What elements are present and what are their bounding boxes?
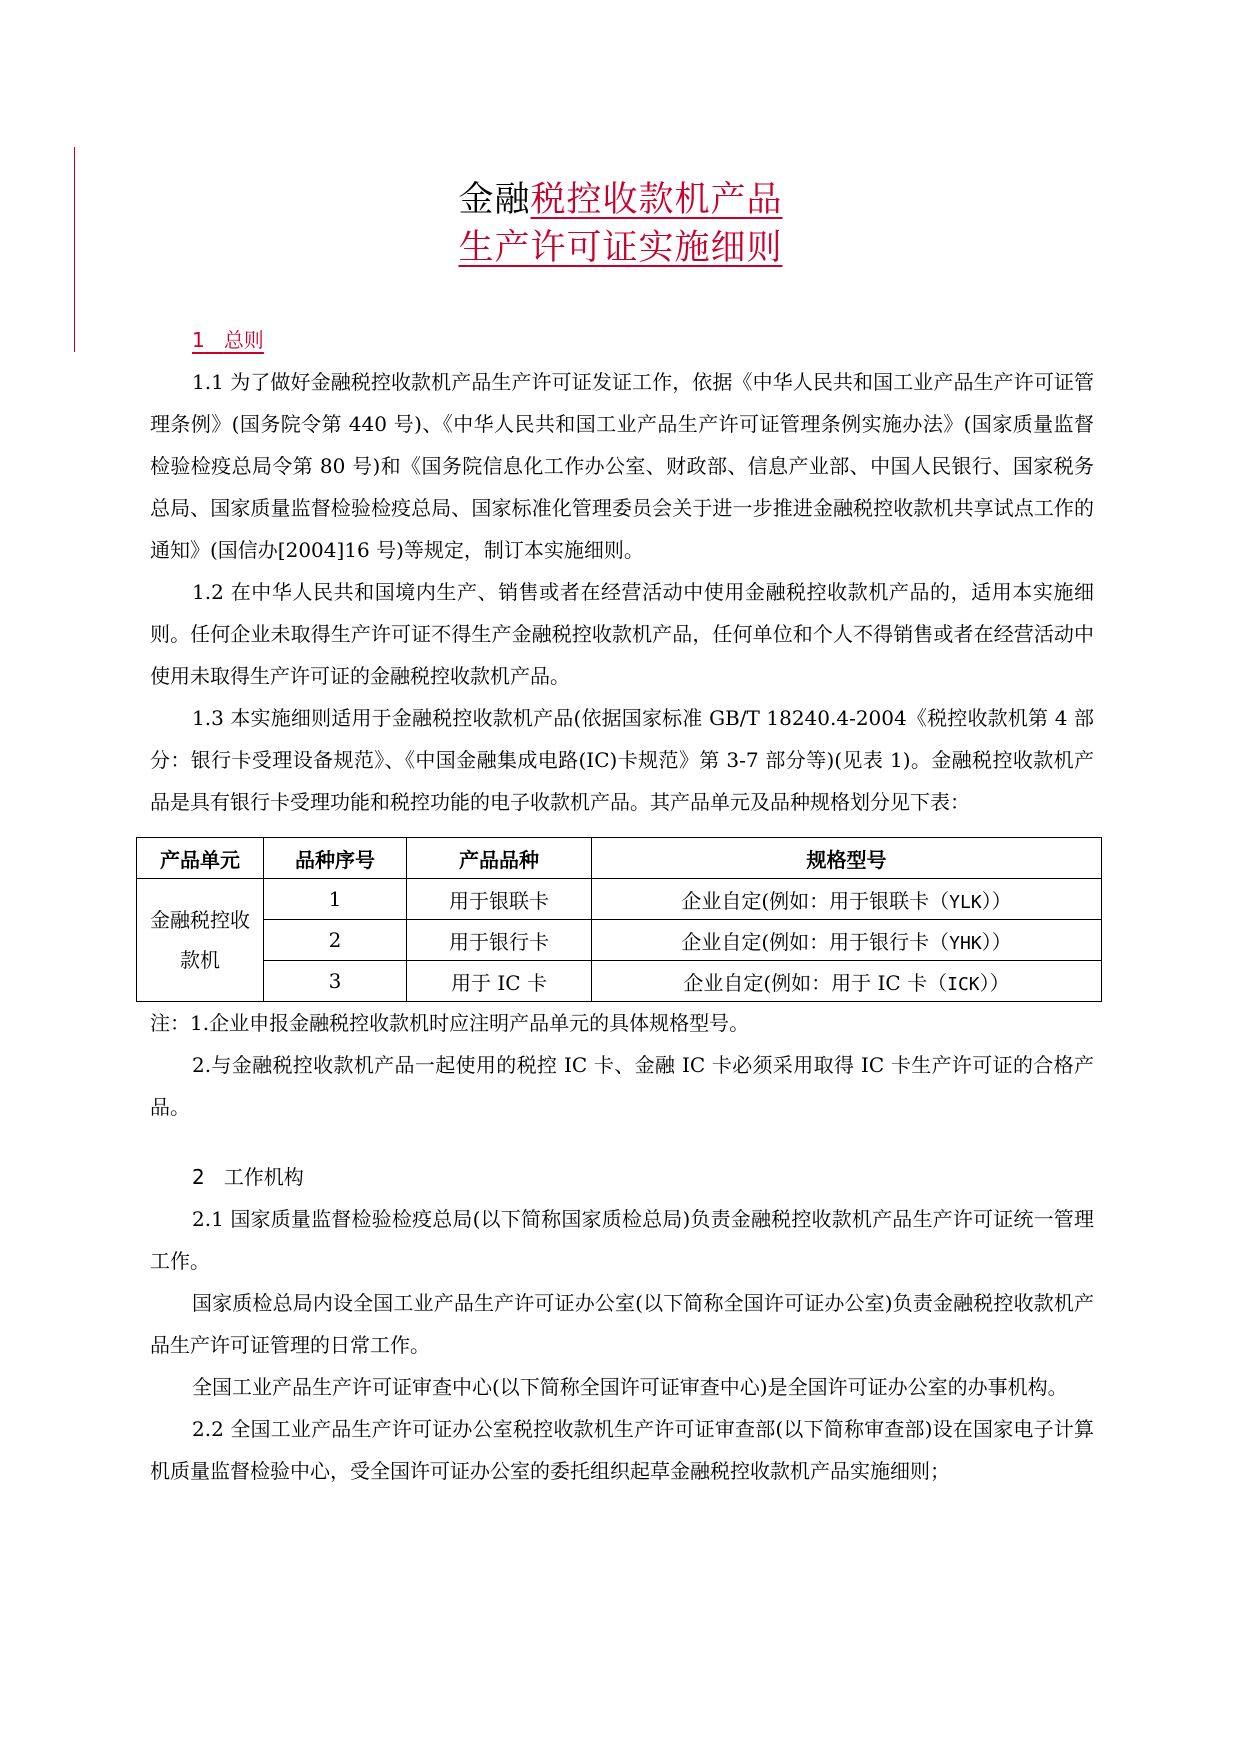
header-unit: 产品单元 <box>137 838 264 879</box>
row2-spec-prefix: 企业自定(例如：用于银行卡（ <box>681 929 950 954</box>
row3-no: 3 <box>264 961 407 1002</box>
paragraph-1-1: 1.1 为了做好金融税控收款机产品生产许可证发证工作，依据《中华人民共和国工业产品生产许可证管理条例》(国务院令第 440 号)、《中华人民共和国工业产品生产许可证管理条例实施办法》(国家质量监督检验检疫总局令第 80 号)和《国务院信息化工作办公室、财政部、信息产业部、中国人民银行、国家税务总局、国家质量监督检验检疫总局、国家标准化管理委员会关于进一步推进金融税控收款机共享试点工作的通知》(国信办[2004]16 号)等规定，制订本实施细则。 <box>150 370 1094 562</box>
table-header-row <box>137 838 1102 879</box>
document-body <box>150 319 1094 1492</box>
title-prefix: 金融 <box>458 180 531 220</box>
doc-title-line2 <box>0 226 1241 270</box>
section1-heading <box>150 319 1094 361</box>
paragraph-2-2: 2.2 全国工业产品生产许可证办公室税控收款机生产许可证审查部(以下简称审查部)设在国家电子计算机质量监督检验中心，受全国许可证办公室的委托组织起草金融税控收款机产品实施细则； <box>150 1417 1094 1483</box>
unit-cell <box>137 879 264 1002</box>
paragraph-1-2: 1.2 在中华人民共和国境内生产、销售或者在经营活动中使用金融税控收款机产品的，适用本实施细则。任何企业未取得生产许可证不得生产金融税控收款机产品，任何单位和个人不得销售或者在经营活动中使用未取得生产许可证的金融税控收款机产品。 <box>150 580 1094 688</box>
row3-variety: 用于 IC 卡 <box>407 961 592 1002</box>
paragraph-2-1: 2.1 国家质量监督检验检疫总局(以下简称国家质检总局)负责金融税控收款机产品生产许可证统一管理工作。 <box>150 1207 1094 1273</box>
header-no: 品种序号 <box>264 838 407 879</box>
paragraph-1-3: 1.3 本实施细则适用于金融税控收款机产品(依据国家标准 GB/T 18240.4-2004《税控收款机第 4 部分：银行卡受理设备规范》、《中国金融集成电路(IC)卡规范》第 3-7 部分等)(见表 1)。金融税控收款机产品是具有银行卡受理功能和税控功能的电子收款机产品。其产品单元及品种规格划分见下表： <box>150 706 1094 814</box>
doc-title-line1 <box>0 178 1241 222</box>
section2-title: 工作机构 <box>223 1165 304 1189</box>
header-spec: 规格型号 <box>592 838 1102 879</box>
section1-num: 1 <box>192 328 205 352</box>
row3-spec-prefix: 企业自定(例如：用于 IC 卡（ <box>683 970 948 995</box>
title-line2-text: 生产许可证实施细则 <box>458 228 783 268</box>
row1-no: 1 <box>264 879 407 920</box>
section1-heading-text <box>192 328 264 352</box>
row1-spec-prefix: 企业自定(例如：用于银联卡（ <box>681 888 950 913</box>
section-gap <box>150 1128 1094 1156</box>
table-note-2: 2.与金融税控收款机产品一起使用的税控 IC 卡、金融 IC 卡必须采用取得 IC 卡生产许可证的合格产品。 <box>150 1053 1094 1119</box>
section2-heading <box>150 1156 1094 1198</box>
table-note-1: 注：1.企业申报金融税控收款机时应注明产品单元的具体规格型号。 <box>150 1011 750 1035</box>
row1-spec-suffix: ）） <box>981 888 1012 913</box>
row2-variety: 用于银行卡 <box>407 920 592 961</box>
table-row <box>137 920 1102 961</box>
section1-title: 总则 <box>223 328 264 352</box>
paragraph-2-1b: 国家质检总局内设全国工业产品生产许可证办公室(以下简称全国许可证办公室)负责金融税控收款机产品生产许可证管理的日常工作。 <box>150 1291 1094 1357</box>
row3-spec <box>592 961 1102 1002</box>
row1-spec-code: YLK <box>949 891 982 913</box>
paragraph-2-1c: 全国工业产品生产许可证审查中心(以下简称全国许可证审查中心)是全国许可证办公室的办事机构。 <box>192 1375 1068 1399</box>
row2-spec <box>592 920 1102 961</box>
unit-line1: 金融税控收 <box>150 908 250 932</box>
row3-spec-suffix: ）） <box>979 970 1010 995</box>
product-table <box>136 837 1102 1002</box>
table-row <box>137 879 1102 920</box>
title-highlight: 税控收款机产品 <box>530 180 783 220</box>
table-row <box>137 961 1102 1002</box>
unit-line2: 款机 <box>180 948 220 972</box>
row3-spec-code: ICK <box>947 973 980 995</box>
row1-spec <box>592 879 1102 920</box>
section2-num: 2 <box>192 1165 205 1189</box>
row1-variety: 用于银联卡 <box>407 879 592 920</box>
row2-spec-suffix: ）） <box>981 929 1012 954</box>
header-variety: 产品品种 <box>407 838 592 879</box>
row2-spec-code: YHK <box>949 932 982 954</box>
row2-no: 2 <box>264 920 407 961</box>
